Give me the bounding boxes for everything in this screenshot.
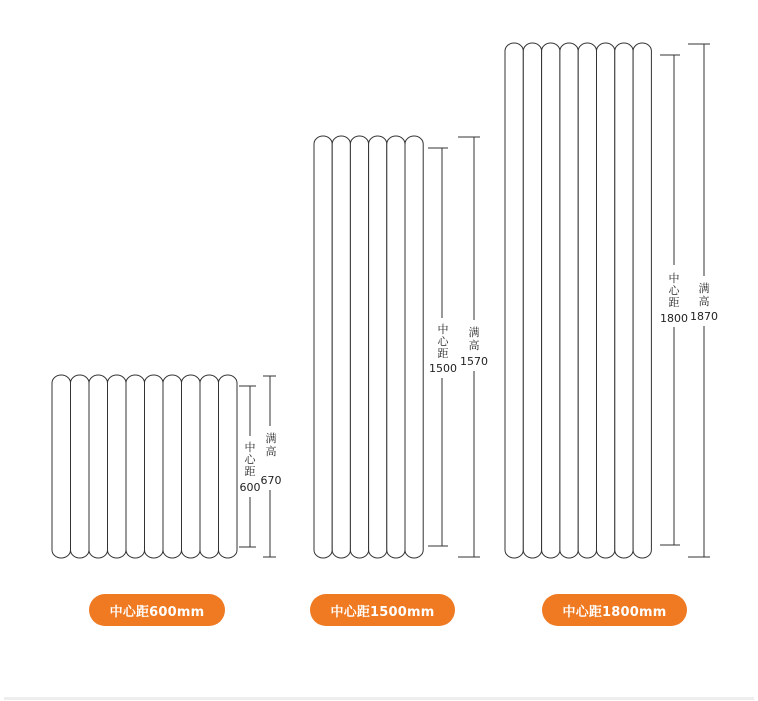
radiator-tube [505,43,523,558]
center-distance-label-char: 心 [437,335,449,348]
radiator-tube [542,43,560,558]
radiator-1800 [505,43,718,558]
radiator-tube [89,375,108,558]
center-distance-value: 1800 [660,312,688,325]
center-distance-label-char: 中 [668,272,680,285]
divider [4,697,754,700]
full-height-label-char: 满 [468,326,480,339]
full-height-label-char: 满 [265,432,277,445]
center-distance-value: 1500 [429,362,457,375]
size-button-600[interactable]: 中心距600mm [89,594,225,626]
center-distance-label-char: 中 [244,441,256,454]
radiator-tube [350,136,368,558]
center-distance-label-char: 心 [244,453,256,466]
center-distance-dimension-600 [239,386,261,547]
radiator-tube [633,43,651,558]
full-height-label-char: 高 [265,445,277,458]
center-distance-label-char: 距 [244,465,256,478]
radiator-tube [523,43,541,558]
radiator-tube [405,136,423,558]
radiator-tube [145,375,164,558]
center-distance-value: 600 [239,481,261,494]
radiator-tube [332,136,350,558]
radiator-tube [52,375,71,558]
radiator-tube [71,375,90,558]
radiator-tube [219,375,238,558]
radiator-tube [126,375,145,558]
center-distance-dimension-1800 [660,55,688,545]
size-button-1500[interactable]: 中心距1500mm [310,594,455,626]
radiator-tube [615,43,633,558]
radiator-tube [560,43,578,558]
full-height-dimension-670 [261,376,282,557]
full-height-value: 1870 [690,310,718,323]
radiator-tube [108,375,127,558]
center-distance-label-char: 距 [437,347,449,360]
full-height-dimension-1570 [458,137,488,557]
full-height-label-char: 满 [698,282,710,295]
radiator-1500 [314,136,488,558]
radiator-tube [314,136,332,558]
full-height-label-char: 高 [468,339,480,352]
radiator-tube [597,43,615,558]
radiator-tube [163,375,182,558]
full-height-dimension-1870 [688,44,718,557]
full-height-value: 1570 [460,355,488,368]
center-distance-dimension-1500 [428,148,457,546]
size-button-1800[interactable]: 中心距1800mm [542,594,687,626]
radiator-600 [52,375,282,558]
radiator-1800-tubes [505,43,651,558]
center-distance-label-char: 中 [437,323,449,336]
center-distance-label-char: 距 [668,296,680,309]
radiator-tube [182,375,201,558]
center-distance-label-char: 心 [668,284,680,297]
full-height-value: 670 [260,474,282,487]
radiator-tube [200,375,219,558]
radiator-600-tubes [52,375,237,558]
radiator-tube [387,136,405,558]
full-height-label-char: 高 [698,295,710,308]
radiator-1500-tubes [314,136,423,558]
radiator-tube [578,43,596,558]
radiator-tube [369,136,387,558]
